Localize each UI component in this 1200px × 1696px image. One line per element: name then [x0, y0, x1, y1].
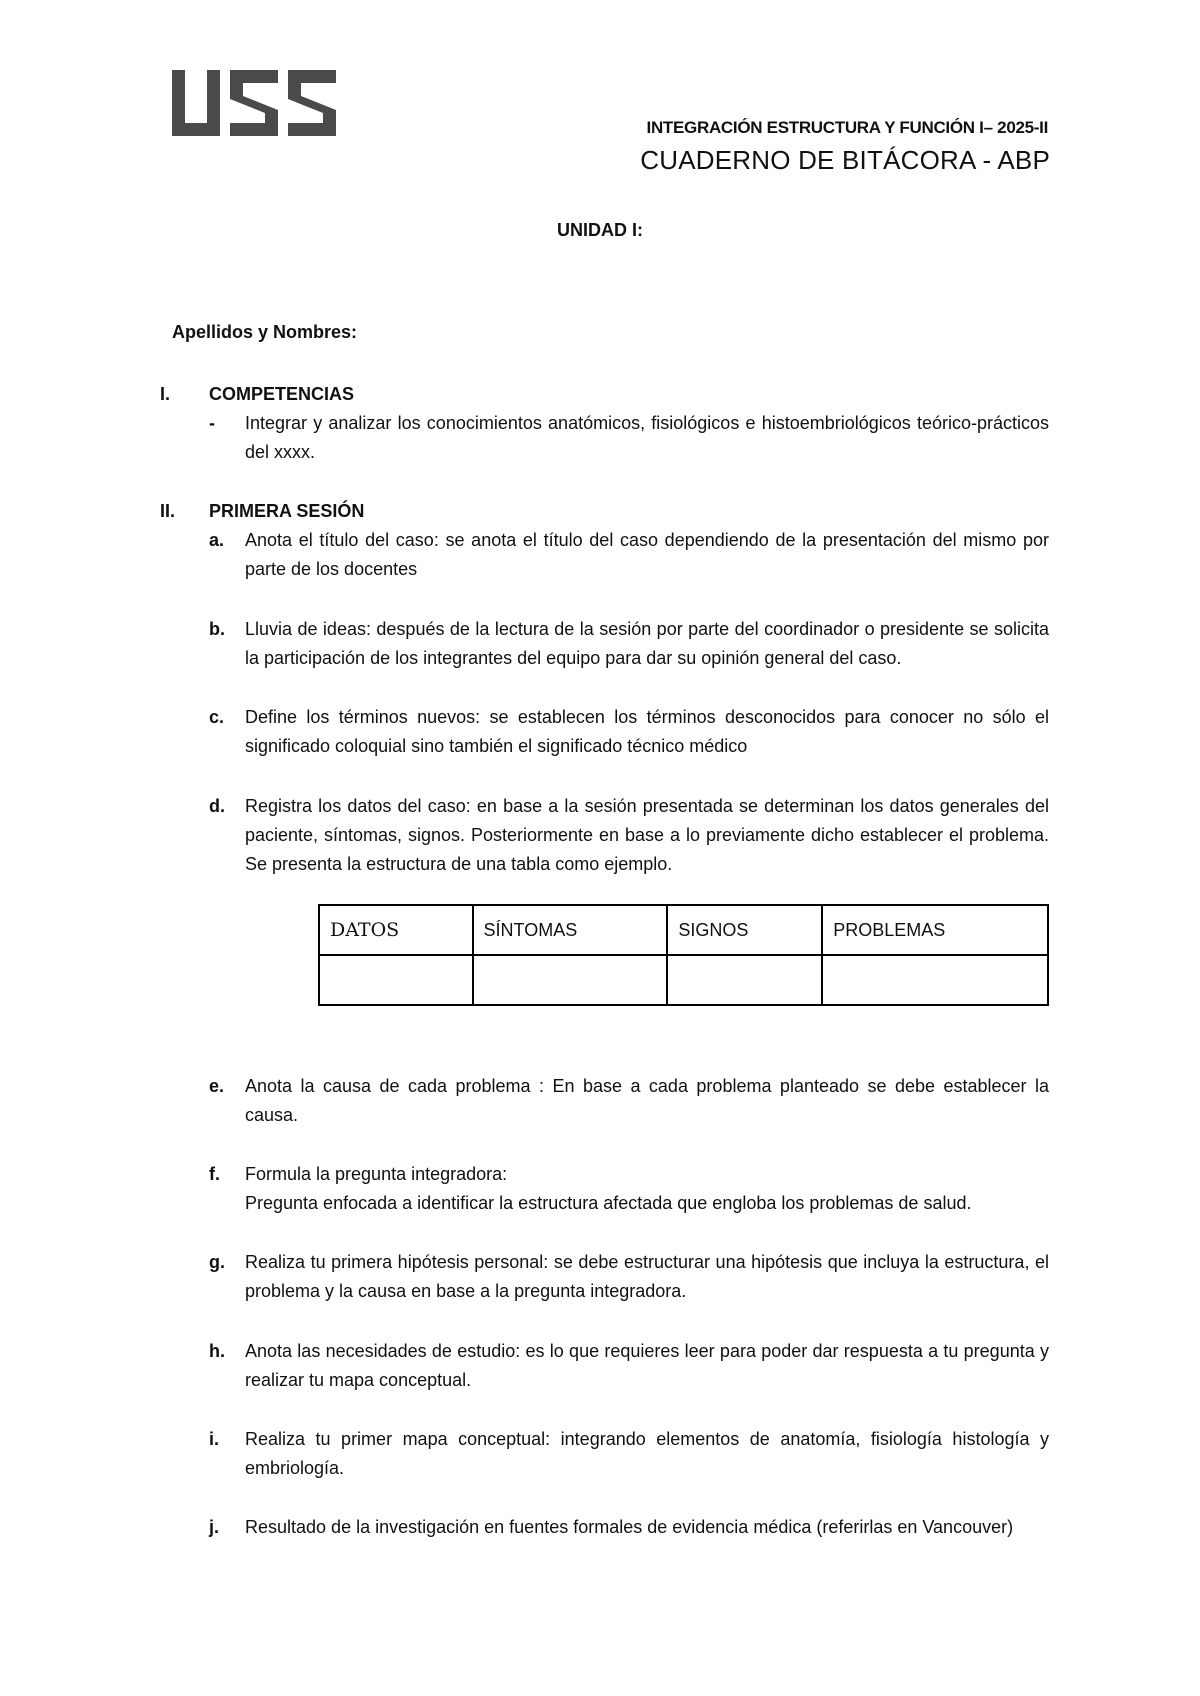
item-letter: d.: [209, 796, 225, 816]
section-title-competencias: COMPETENCIAS: [209, 384, 355, 404]
table-cell[interactable]: [667, 955, 822, 1005]
competencia-text: Integrar y analizar los conocimientos anatómicos, fisiológicos e histoembriológicos teórico-prácticos del xxxx.: [245, 413, 1049, 462]
item-text: [245, 1160, 1049, 1218]
course-subtitle: INTEGRACIÓN ESTRUCTURA Y FUNCIÓN I– 2025-II: [646, 118, 1048, 137]
uss-logo-mark: [172, 70, 336, 136]
section-title-primera-sesion: PRIMERA SESIÓN: [209, 501, 365, 521]
list-item-g: [209, 1248, 1049, 1306]
table-header-problemas: PROBLEMAS: [822, 905, 1048, 955]
item-letter: c.: [209, 707, 225, 727]
table-cell[interactable]: [319, 955, 473, 1005]
item-text: Registra los datos del caso: en base a la sesión presentada se determinan los datos generales del paciente, síntomas, signos. Posteriormente en base a lo previamente dicho establecer el problema. Se presenta la estructura de una tabla como ejemplo.: [245, 796, 1049, 874]
item-letter: f.: [209, 1164, 220, 1184]
table-row: [319, 955, 1048, 1005]
item-letter: i.: [209, 1429, 220, 1449]
item-text: Anota el título del caso: se anota el título del caso dependiendo de la presentación del mismo por parte de los docentes: [245, 530, 1049, 579]
section-numeral: II.: [160, 501, 176, 521]
section-numeral: I.: [160, 384, 171, 404]
item-text: Realiza tu primera hipótesis personal: se debe estructurar una hipótesis que incluya la estructura, el problema y la causa en base a la pregunta integradora.: [245, 1252, 1049, 1301]
table-header-datos: DATOS: [319, 905, 473, 955]
bullet-dash: -: [209, 413, 215, 433]
datos-table: [318, 904, 1049, 1006]
uss-logo: [172, 70, 336, 136]
competencia-item: [209, 409, 1049, 467]
list-item-e: [209, 1072, 1049, 1130]
item-text: Realiza tu primer mapa conceptual: integrando elementos de anatomía, fisiología histología y embriología.: [245, 1429, 1049, 1478]
item-letter: e.: [209, 1076, 225, 1096]
item-letter: g.: [209, 1252, 225, 1272]
table-cell[interactable]: [473, 955, 668, 1005]
list-item-c: [209, 703, 1049, 761]
table-header-signos: SIGNOS: [667, 905, 822, 955]
item-letter: a.: [209, 530, 225, 550]
item-text: Resultado de la investigación en fuentes formales de evidencia médica (referirlas en Vancouver): [245, 1517, 1014, 1537]
item-text: Anota las necesidades de estudio: es lo que requieres leer para poder dar respuesta a tu pregunta y realizar tu mapa conceptual.: [245, 1341, 1049, 1390]
list-item-b: [209, 615, 1049, 673]
list-item-a: [209, 526, 1049, 584]
item-text-line: Pregunta enfocada a identificar la estructura afectada que engloba los problemas de salud.: [245, 1193, 972, 1213]
item-letter: b.: [209, 619, 225, 639]
item-text: Anota la causa de cada problema : En base a cada problema planteado se debe establecer la causa.: [245, 1076, 1049, 1125]
item-text: Lluvia de ideas: después de la lectura de la sesión por parte del coordinador o presidente se solicita la participación de los integrantes del equipo para dar su opinión general del caso.: [245, 619, 1049, 668]
list-item-d: [209, 792, 1049, 879]
item-letter: j.: [209, 1517, 220, 1537]
item-letter: h.: [209, 1341, 225, 1361]
unit-heading: UNIDAD I:: [557, 220, 643, 240]
item-text: Define los términos nuevos: se establecen los términos desconocidos para conocer no sólo el significado coloquial sino también el significado técnico médico: [245, 707, 1049, 756]
document-title: CUADERNO DE BITÁCORA - ABP: [640, 145, 1050, 175]
table-header-row: [319, 905, 1048, 955]
table-cell[interactable]: [822, 955, 1048, 1005]
item-text-line: Formula la pregunta integradora:: [245, 1164, 508, 1184]
list-item-f: [209, 1160, 1049, 1218]
list-item-j: [209, 1513, 1049, 1542]
list-item-h: [209, 1337, 1049, 1395]
list-item-i: [209, 1425, 1049, 1483]
name-field-label: Apellidos y Nombres:: [172, 322, 358, 342]
table-header-sintomas: SÍNTOMAS: [473, 905, 668, 955]
